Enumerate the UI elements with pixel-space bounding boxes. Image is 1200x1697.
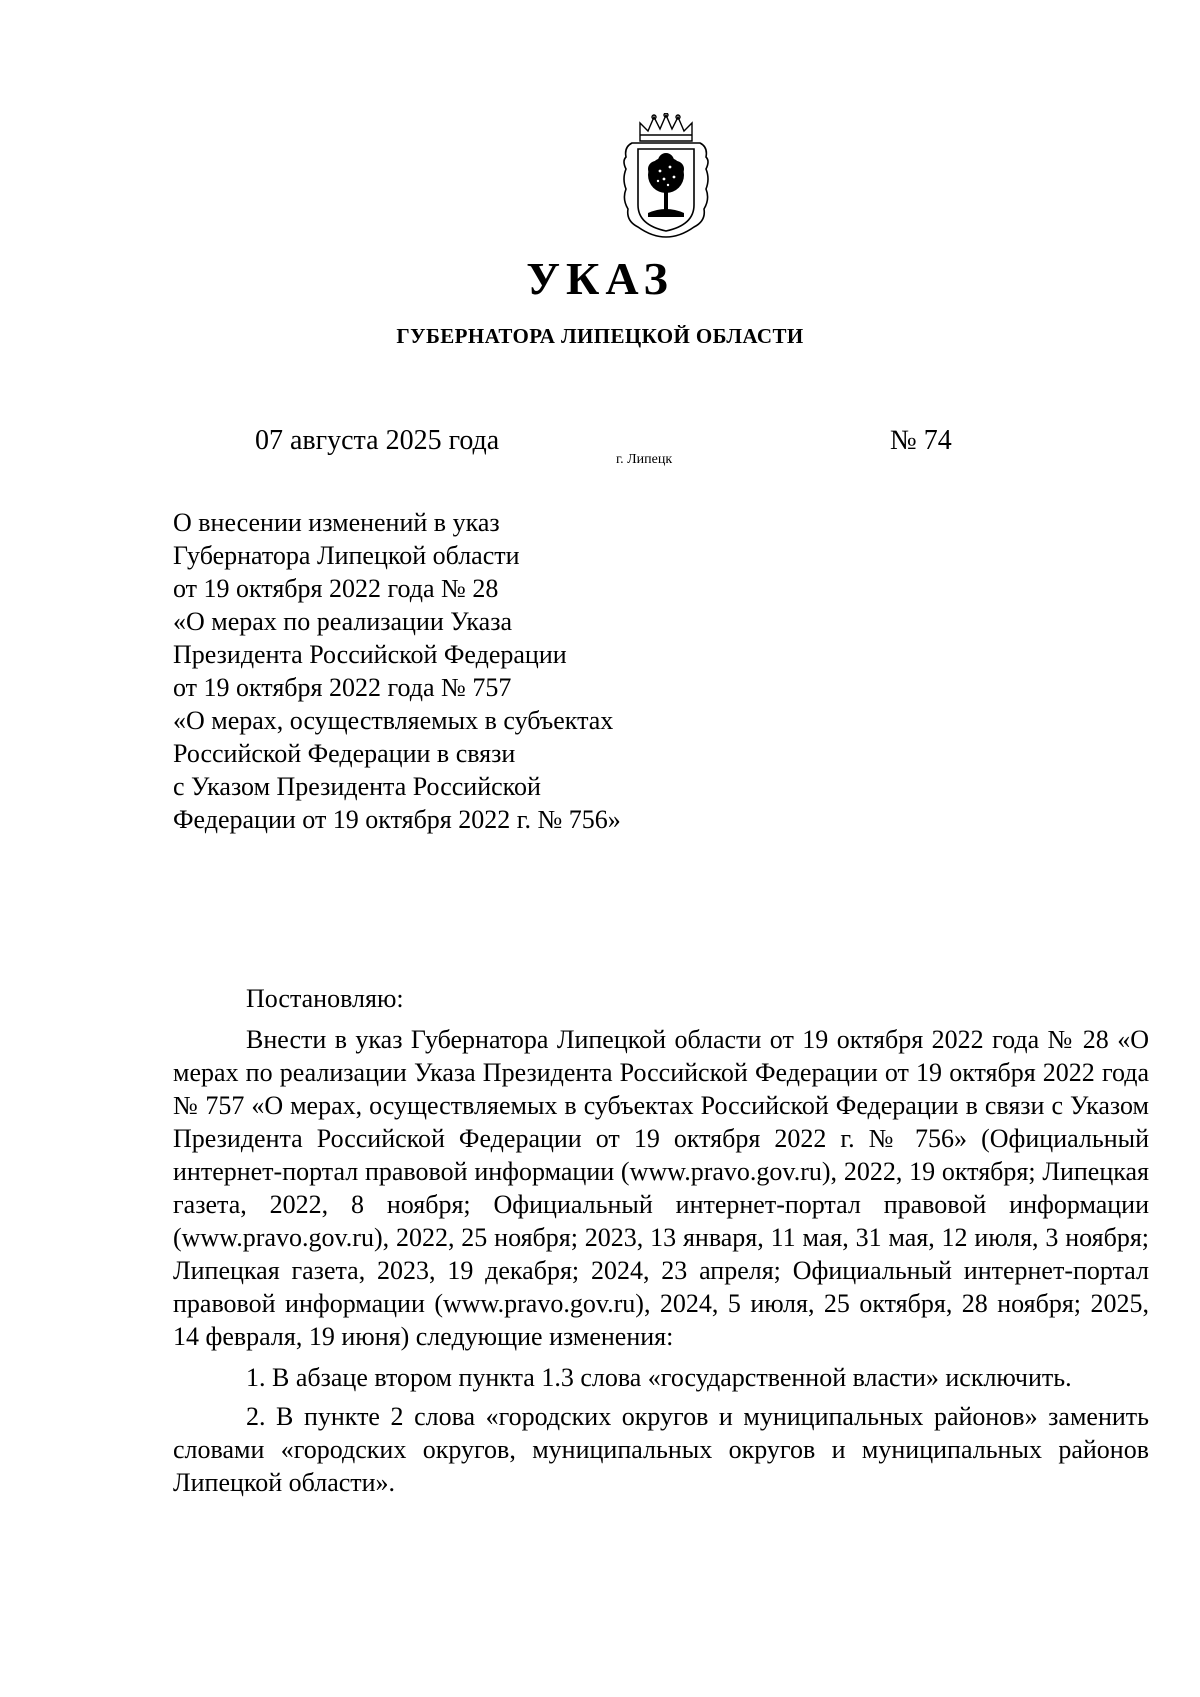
main-paragraph: Внести в указ Губернатора Липецкой области от 19 октября 2022 года № 28 «О мерах по реализации Указа Президента Российской Федерации от 19 октября 2022 года № 757 «О мерах, осуществляемых в субъектах Российской Федерации в связи с Указом Президента Российской Федерации от 19 октября 2022 г. № 756» (Официальный интернет-портал правовой информации (www.pravo.gov.ru), 2022, 19 октября; Липецкая газета, 2022, 8 ноября; Официальный интернет-портал правовой информации (www.pravo.gov.ru), 2022, 25 ноября; 2023, 13 января, 11 мая, 31 мая, 12 июля, 3 ноября; Липецкая газета, 2023, 19 декабря; 2024, 23 апреля; Официальный интернет-портал правовой информации (www.pravo.gov.ru), 2024, 5 июля, 25 октября, 28 ноября; 2025, 14 февраля, 19 июня) следующие изменения: [173,1025,1149,1351]
document-city: г. Липецк [616,452,673,467]
subject-line: Федерации от 19 октября 2022 г. № 756» [173,805,621,834]
subject-line: от 19 октября 2022 года № 757 [173,673,512,702]
document-number: № 74 [890,425,952,456]
amendment-item-2: 2. В пункте 2 слова «городских округов и муниципальных районов» заменить словами «городских округов, муниципальных округов и муниципальных районов Липецкой области». [173,1402,1149,1497]
subject-line: Российской Федерации в связи [173,739,516,768]
document-date: 07 августа 2025 года [255,425,500,456]
document-subject [173,506,733,836]
subject-line: «О мерах по реализации Указа [173,607,513,636]
document-body [173,982,1149,1505]
subject-line: О внесении изменений в указ [173,508,500,537]
subject-line: Губернатора Липецкой области [173,541,520,570]
decree-word: Постановляю: [246,984,404,1013]
document-issuer: ГУБЕРНАТОРА ЛИПЕЦКОЙ ОБЛАСТИ [396,324,804,348]
amendment-item-1: 1. В абзаце втором пункта 1.3 слова «государственной власти» исключить. [246,1363,1072,1392]
subject-line: Президента Российской Федерации [173,640,567,669]
lipetsk-coat-of-arms-icon [618,113,714,239]
subject-line: с Указом Президента Российской [173,772,541,801]
document-title: УКАЗ [526,253,674,304]
subject-line: от 19 октября 2022 года № 28 [173,574,499,603]
subject-line: «О мерах, осуществляемых в субъектах [173,706,614,735]
